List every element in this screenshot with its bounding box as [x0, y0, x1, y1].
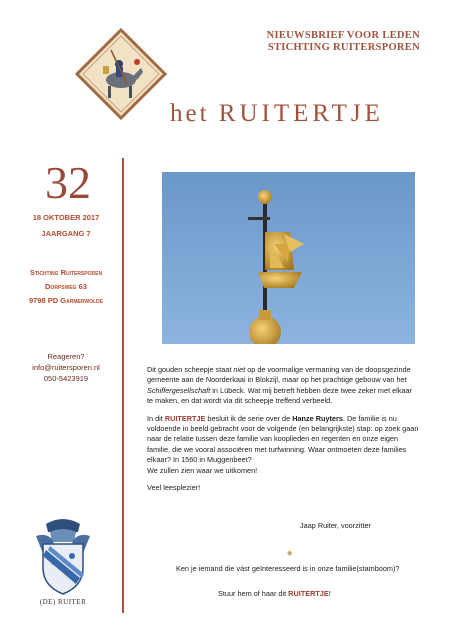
newsletter-title [170, 100, 384, 128]
newsletter-subtitle [267, 30, 420, 54]
contact-email[interactable]: info@ruitersporen.nl [32, 363, 100, 372]
signature: Jaap Ruiter, voorzitter [300, 521, 371, 530]
paragraph-intro: Dit gouden scheepje staat niet op de voormalige vermaning van de doopsgezinde gemeente aan de Noorderkaai in Blokzijl, maar op het prachtige gebouw van het Schiffergesellschaft in Lübeck. Wat mij betreft hebben deze twee zeker met elkaar te maken, en dat wordt via dit scheepje treffend verbeeld. [147, 365, 412, 406]
vertical-divider [122, 158, 124, 613]
newsletter-line-2: STICHTING RUITERSPOREN [267, 42, 420, 53]
title-main: RUITERTJE [218, 100, 384, 127]
family-crest-icon [28, 516, 98, 598]
issue-date: 18 OKTOBER 2017 [32, 213, 100, 222]
call-to-action-question: Ken je iemand die vást geïnteresseerd is in onze familie(stamboom)? [176, 564, 400, 573]
horseman-logo [75, 28, 167, 120]
address-name: Stichting Ruitersporen [29, 268, 103, 277]
ship-weathervane-photo [162, 172, 415, 344]
crest-label: (DE) RUITER [39, 598, 87, 606]
issue-number: 32 [45, 157, 91, 208]
contact-label: Reageren? [47, 352, 85, 361]
contact-phone: 050-5423919 [43, 374, 89, 383]
article-body [147, 365, 419, 500]
title-prefix: het [170, 100, 210, 127]
paragraph-closing: Veel leesplezier! [147, 483, 201, 493]
divider-diamond-icon: ◆ [287, 550, 293, 557]
issue-volume: JAARGANG 7 [41, 229, 91, 238]
address-street: Dorpsweg 63 [45, 282, 87, 291]
call-to-action-share: Stuur hem of haar dit RUITERTJE! [218, 589, 331, 598]
newsletter-line-1: NIEUWSBRIEF VOOR LEDEN [266, 30, 420, 41]
paragraph-series: In dit RUITERTJE besluit ik de serie over de Hanze Ruyters. De familie is nu voldoende in beeld gebracht voor de volgende (en belangrijkste) stap: op zoek gaan naar de relatie tussen deze familie van kooplieden en regenten en onze eigen familie, die we vooral associëren met turfwinning. Waar ontmoeten deze families elkaar? In 1560 in Muggenbeet? We zullen zien waar we uitkomen! [147, 413, 419, 475]
address-city: 9798 PD Garmerwolde [29, 296, 103, 305]
